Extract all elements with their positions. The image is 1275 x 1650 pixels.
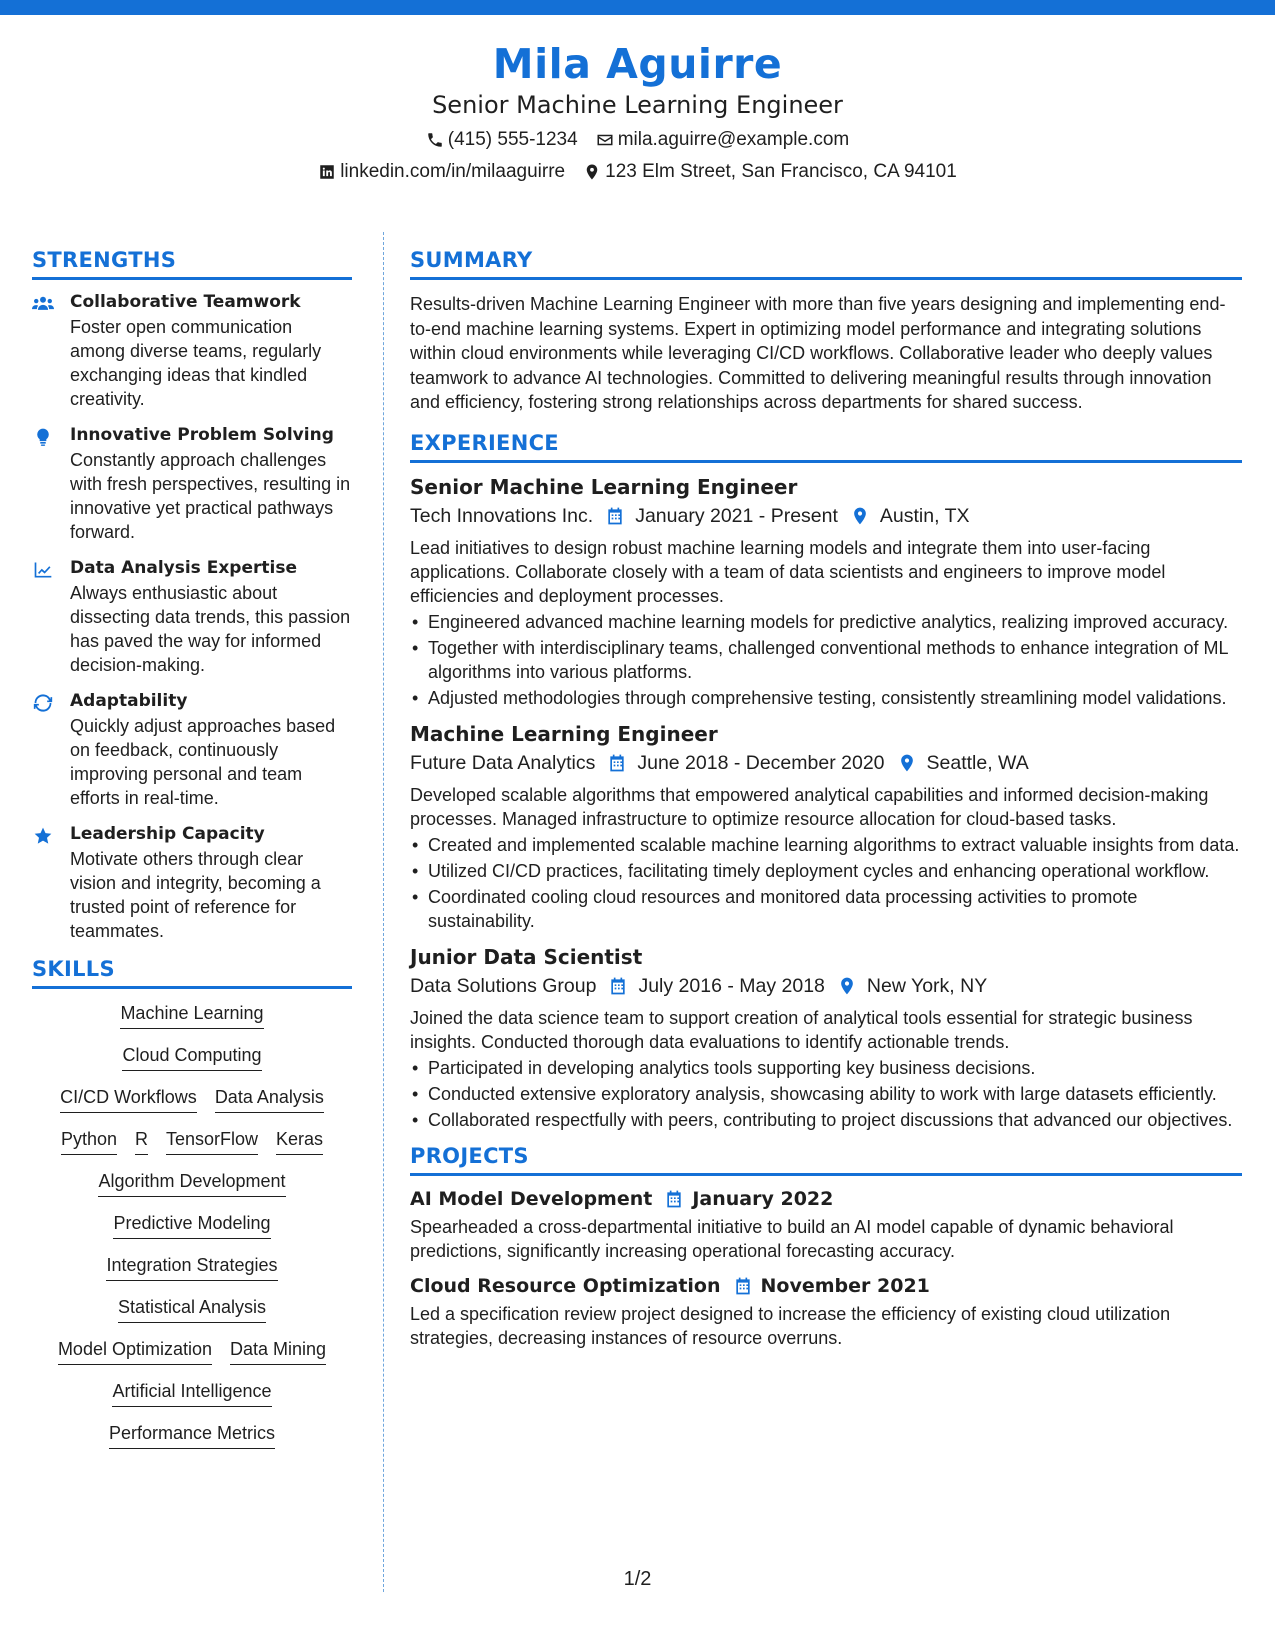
strength-desc: Constantly approach challenges with fresh perspectives, resulting in innovative yet practical pathways forward. [70, 450, 351, 542]
strength-title: Leadership Capacity [70, 824, 265, 844]
calendar-icon [607, 753, 627, 773]
skill-tag: Algorithm Development [98, 1169, 285, 1197]
job-dates: January 2021 - Present [635, 504, 838, 527]
sync-icon [32, 693, 54, 713]
experience-section [410, 431, 1242, 1132]
job-title: Junior Data Scientist [410, 944, 643, 969]
summary-heading: SUMMARY [410, 248, 1242, 280]
map-pin-icon [837, 976, 857, 996]
skill-tag: TensorFlow [166, 1127, 258, 1155]
star-icon [32, 826, 54, 846]
skill-tag: CI/CD Workflows [60, 1085, 197, 1113]
skill-tag: Model Optimization [58, 1337, 212, 1365]
job-bullet: • Adjusted methodologies through comprehensive testing, consistently streamlining model validations. [410, 686, 1242, 710]
project-title: AI Model Development [410, 1187, 653, 1210]
right-column [410, 248, 1242, 1362]
calendar-icon [605, 506, 625, 526]
linkedin-icon [318, 163, 336, 181]
job-dates: July 2016 - May 2018 [638, 974, 825, 997]
project-date: January 2022 [692, 1187, 834, 1210]
calendar-icon [664, 1189, 684, 1209]
job-location: Austin, TX [879, 504, 970, 527]
job-bullet: • Coordinated cooling cloud resources and monitored data processing activities to promote sustainability. [410, 885, 1242, 933]
page-number [0, 1568, 1275, 1591]
job-bullet: • Engineered advanced machine learning models for predictive analytics, realizing improved accuracy. [410, 610, 1242, 634]
contact-email[interactable] [596, 129, 850, 151]
job-bullets [410, 833, 1242, 933]
strength-desc: Always enthusiastic about dissecting data trends, this passion has paved the way for informed decision-making. [70, 583, 351, 675]
project-description: Spearheaded a cross-departmental initiative to build an AI model capable of dynamic behavioral predictions, significantly increasing operational forecasting accuracy. [410, 1216, 1174, 1261]
skill-tag: Data Analysis [215, 1085, 324, 1113]
job-description: Joined the data science team to support creation of analytical tools essential for strategic business insights. Conducted thorough data evaluations to identify actionable trends. [410, 1007, 1193, 1052]
skill-tag: Artificial Intelligence [112, 1379, 271, 1407]
summary-section [410, 248, 1242, 415]
strength-item [32, 425, 352, 544]
job-entry [410, 475, 1242, 710]
strength-item [32, 691, 352, 810]
strength-title: Collaborative Teamwork [70, 292, 301, 312]
job-entry [410, 945, 1242, 1132]
resume-header [0, 40, 1275, 183]
job-title: Senior Machine Learning Engineer [410, 474, 798, 499]
map-pin-icon [850, 506, 870, 526]
candidate-title: Senior Machine Learning Engineer [432, 91, 843, 120]
skill-tag: Integration Strategies [106, 1253, 277, 1281]
address-text: 123 Elm Street, San Francisco, CA 94101 [605, 161, 957, 183]
skill-tag: Python [61, 1127, 117, 1155]
linkedin-text: linkedin.com/in/milaaguirre [340, 161, 566, 183]
job-title: Machine Learning Engineer [410, 721, 718, 746]
job-company: Data Solutions Group [410, 974, 597, 997]
job-bullet: • Participated in developing analytics tools supporting key business decisions. [410, 1056, 1242, 1080]
experience-heading: EXPERIENCE [410, 431, 1242, 463]
skill-tag: Performance Metrics [109, 1421, 275, 1449]
contact-linkedin[interactable] [318, 161, 565, 183]
project-title: Cloud Resource Optimization [410, 1274, 721, 1297]
strength-title: Adaptability [70, 691, 188, 711]
job-location: New York, NY [866, 974, 988, 997]
job-location: Seattle, WA [926, 751, 1029, 774]
skills-list [32, 1001, 352, 1449]
projects-section [410, 1144, 1242, 1350]
phone-text: (415) 555-1234 [447, 129, 578, 151]
project-date: November 2021 [760, 1274, 930, 1297]
job-bullet: • Collaborated respectfully with peers, contributing to project discussions that advanced our objectives. [410, 1108, 1242, 1132]
job-bullet: • Together with interdisciplinary teams, challenged conventional methods to enhance integration of ML algorithms into various platforms. [410, 636, 1242, 684]
job-meta [410, 505, 1242, 528]
contact-address [583, 161, 957, 183]
strength-desc: Foster open communication among diverse teams, regularly exchanging ideas that kindled creativity. [70, 317, 322, 409]
skill-tag: Keras [276, 1127, 323, 1155]
strength-title: Data Analysis Expertise [70, 558, 297, 578]
job-bullets [410, 610, 1242, 710]
job-entry [410, 722, 1242, 933]
candidate-name: Mila Aguirre [492, 40, 783, 88]
project-header [410, 1275, 1242, 1297]
map-pin-icon [897, 753, 917, 773]
lightbulb-icon [32, 427, 54, 447]
strength-item [32, 824, 352, 943]
skill-tag: Machine Learning [120, 1001, 263, 1029]
job-description: Developed scalable algorithms that empowered analytical capabilities and informed decision-making processes. Managed infrastructure to optimize resource allocation for cloud-based tasks. [410, 784, 1209, 829]
calendar-icon [608, 976, 628, 996]
job-bullet: • Created and implemented scalable machine learning algorithms to extract valuable insights from data. [410, 833, 1242, 857]
strengths-heading: STRENGTHS [32, 248, 352, 280]
column-divider [383, 232, 384, 1592]
job-description: Lead initiatives to design robust machine learning models and integrate them into user-facing applications. Collaborate closely with a team of data scientists and engineers to improve model efficiencies and deployment processes. [410, 537, 1166, 606]
skills-heading: SKILLS [32, 957, 352, 989]
projects-heading: PROJECTS [410, 1144, 1242, 1176]
project-entry [410, 1275, 1242, 1350]
job-dates: June 2018 - December 2020 [637, 751, 885, 774]
summary-text: Results-driven Machine Learning Engineer with more than five years designing and implementing end-to-end machine learning systems. Expert in optimizing model performance and integrating solutions within cloud environments while leveraging CI/CD workflows. Collaborative leader who deeply values teamwork to advance AI technologies. Committed to delivering meaningful results through innovation and efficiency, fostering strong relationships across departments for shared success. [410, 294, 1226, 412]
job-bullet: • Conducted extensive exploratory analysis, showcasing ability to work with large datasets efficiently. [410, 1082, 1242, 1106]
project-description: Led a specification review project designed to increase the efficiency of existing cloud utilization strategies, decreasing instances of resource overruns. [410, 1303, 1171, 1348]
strength-item [32, 292, 352, 411]
job-meta [410, 975, 1242, 998]
chart-line-icon [32, 560, 54, 580]
project-header [410, 1188, 1242, 1210]
job-company: Future Data Analytics [410, 751, 596, 774]
contact-row-2 [0, 161, 1275, 183]
skill-tag: Data Mining [230, 1337, 326, 1365]
skill-tag: Predictive Modeling [113, 1211, 270, 1239]
strength-item [32, 558, 352, 677]
job-meta [410, 752, 1242, 775]
job-company: Tech Innovations Inc. [410, 504, 594, 527]
top-accent-bar [0, 0, 1275, 15]
skill-tag: Statistical Analysis [118, 1295, 266, 1323]
skill-tag: Cloud Computing [122, 1043, 261, 1071]
strength-desc: Motivate others through clear vision and integrity, becoming a trusted point of reference for teammates. [70, 849, 321, 941]
users-icon [32, 294, 54, 314]
strengths-section [32, 248, 352, 943]
project-entry [410, 1188, 1242, 1263]
map-pin-icon [583, 163, 601, 181]
email-text: mila.aguirre@example.com [617, 129, 850, 151]
left-column [32, 248, 352, 1463]
strength-title: Innovative Problem Solving [70, 425, 334, 445]
page-number-text: 1/2 [623, 1568, 652, 1590]
job-bullets [410, 1056, 1242, 1132]
calendar-icon [733, 1276, 753, 1296]
strength-desc: Quickly adjust approaches based on feedback, continuously improving personal and team efforts in real-time. [70, 716, 336, 808]
skills-section [32, 957, 352, 1449]
contact-phone[interactable] [426, 129, 578, 151]
skill-tag: R [135, 1127, 148, 1155]
contact-row-1 [0, 129, 1275, 151]
phone-icon [426, 131, 444, 149]
envelope-icon [596, 131, 614, 149]
job-bullet: • Utilized CI/CD practices, facilitating timely deployment cycles and enhancing operational workflow. [410, 859, 1242, 883]
